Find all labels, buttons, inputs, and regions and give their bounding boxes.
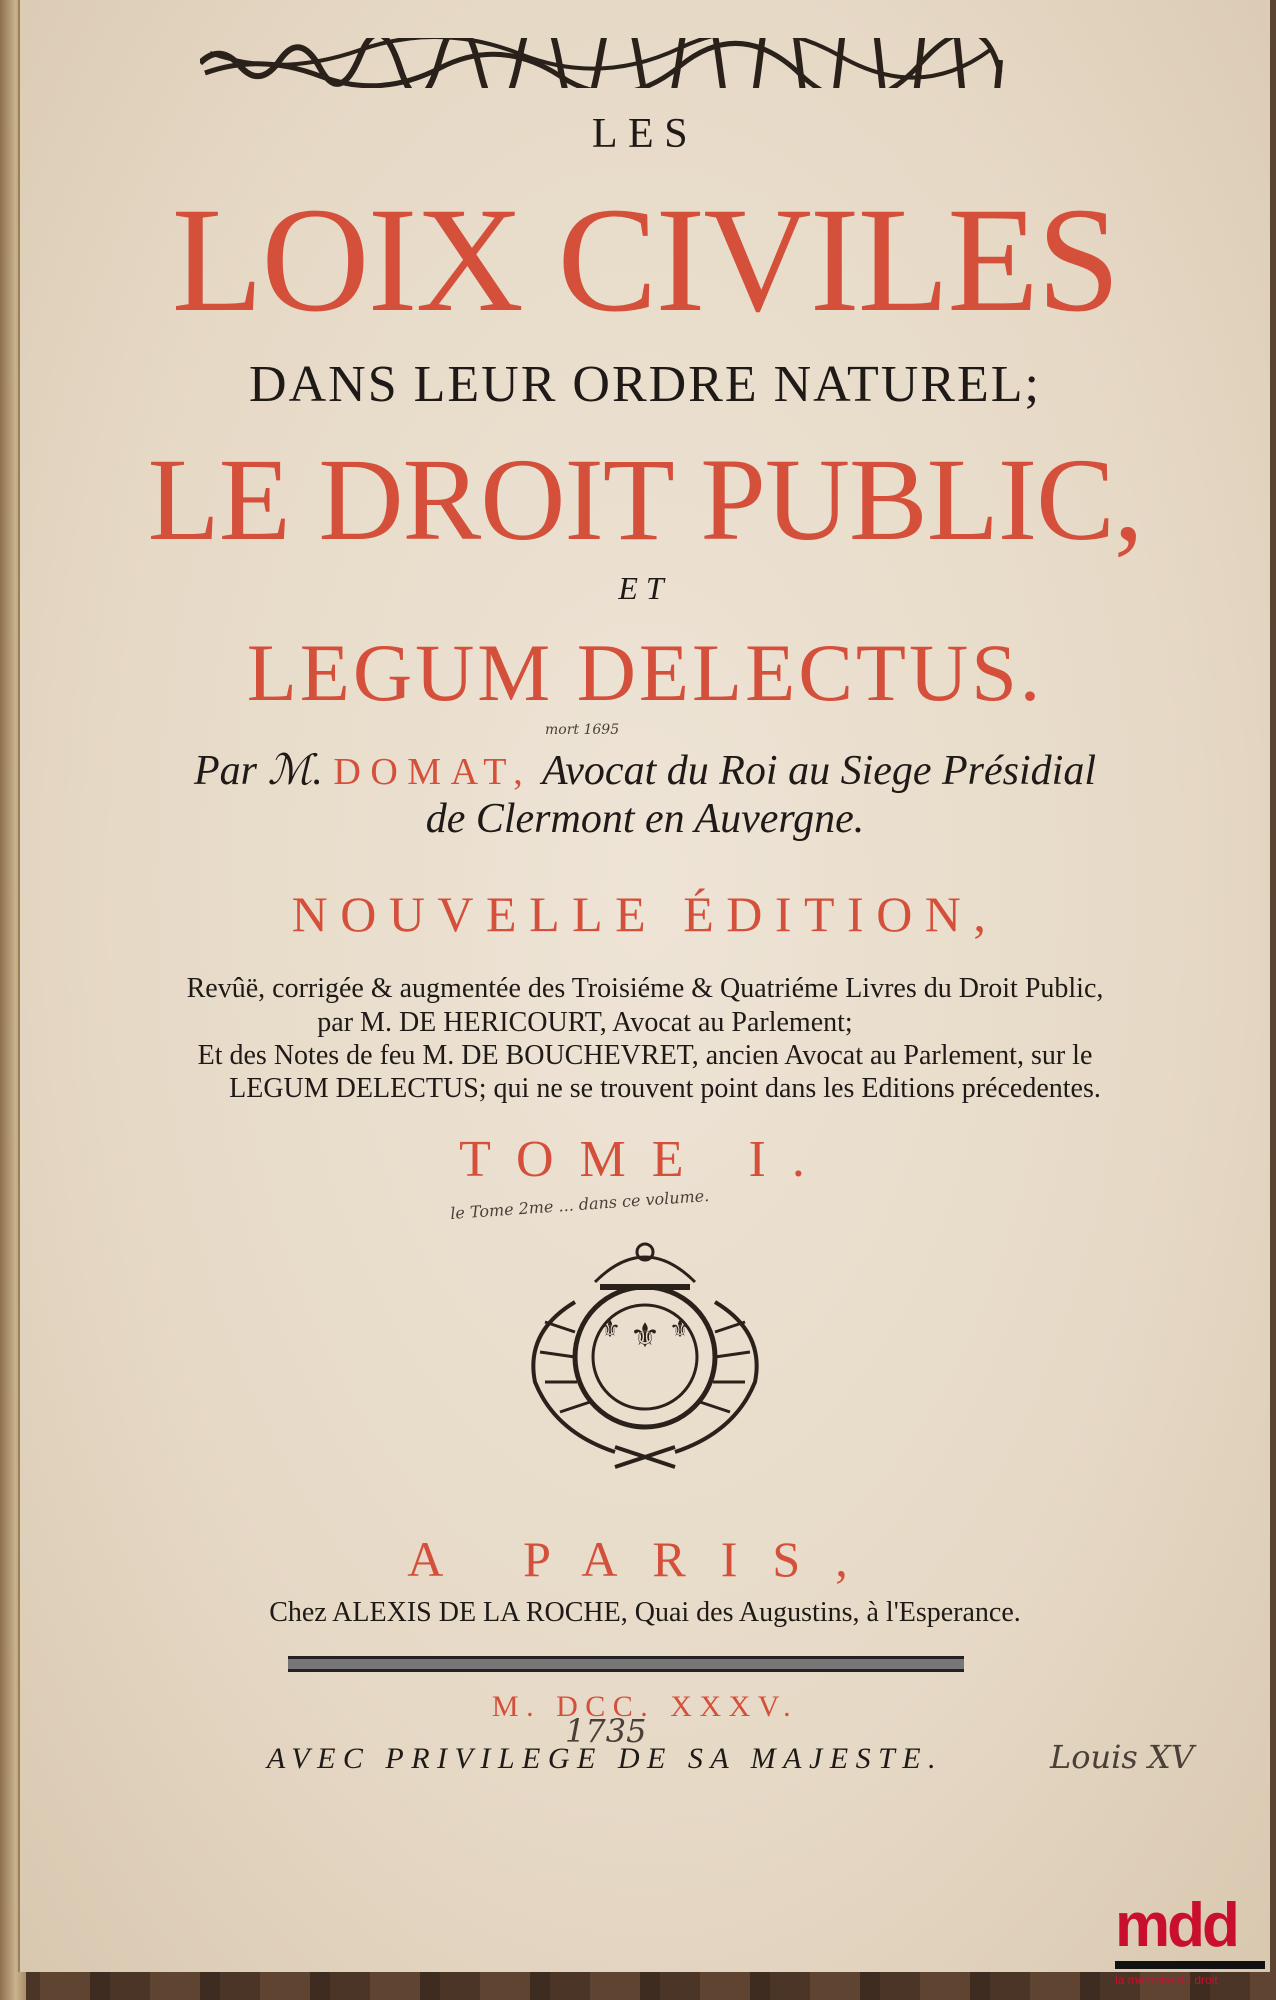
title-les: LES <box>591 111 699 157</box>
decorative-rule <box>288 1656 964 1672</box>
handwritten-year: 1735 <box>565 1712 647 1750</box>
svg-text:⚜: ⚜ <box>629 1316 661 1356</box>
description-line-3: Et des Notes de feu M. DE BOUCHEVRET, ancien Avocat au Parlement, sur le <box>197 1040 1093 1071</box>
main-title-legum-delectus: LEGUM DELECTUS. <box>246 627 1044 718</box>
main-title: LOIX CIVILES <box>171 177 1119 343</box>
tome-heading: TOME I. <box>459 1131 831 1188</box>
author-line <box>20 745 1270 795</box>
author-name: DOMAT, <box>333 751 533 793</box>
crossed-out-inscription <box>200 38 1020 88</box>
year-roman: M. DCC. XXXV. <box>491 1690 799 1723</box>
mdd-watermark-logo <box>1115 1891 1275 1995</box>
title-et: ET <box>618 570 672 606</box>
handwritten-king: Louis XV <box>1050 1738 1194 1776</box>
description-line-2: par M. DE HERICOURT, Avocat au Parlement; <box>317 1007 853 1038</box>
main-title-droit-public: LE DROIT PUBLIC, <box>147 434 1143 565</box>
city-paris: A PARIS, <box>407 1531 883 1587</box>
handwritten-tome-note: le Tome 2me ... dans ce volume. <box>449 1185 710 1224</box>
wooden-table <box>0 1970 1276 2000</box>
author-role: Avocat du Roi au Siege Présidial <box>541 748 1097 794</box>
title-page <box>18 0 1270 1972</box>
svg-text:⚜: ⚜ <box>669 1315 691 1343</box>
logo-letters: mdd <box>1115 1891 1237 1960</box>
subtitle-ordre-naturel: DANS LEUR ORDRE NATUREL; <box>249 356 1041 413</box>
logo-bar <box>1115 1961 1265 1969</box>
description-line-4: LEGUM DELECTUS; qui ne se trouvent point dans les Editions précedentes. <box>229 1073 1101 1104</box>
publisher-line: Chez ALEXIS DE LA ROCHE, Quai des Augustins, à l'Esperance. <box>269 1597 1021 1628</box>
author-par: Par ℳ. <box>193 748 323 794</box>
handwritten-author-note: mort 1695 <box>545 722 620 738</box>
author-place: de Clermont en Auvergne. <box>425 796 865 842</box>
privilege-line: AVEC PRIVILEGE DE SA MAJESTE. <box>266 1742 944 1775</box>
royal-arms-emblem <box>515 1232 775 1482</box>
logo-tagline: la mémoire du droit <box>1115 1973 1218 1987</box>
edition-heading: NOUVELLE ÉDITION, <box>291 886 999 942</box>
description-line-1: Revûë, corrigée & augmentée des Troisiéme & Quatriéme Livres du Droit Public, <box>186 973 1104 1004</box>
svg-text:⚜: ⚜ <box>599 1315 621 1343</box>
